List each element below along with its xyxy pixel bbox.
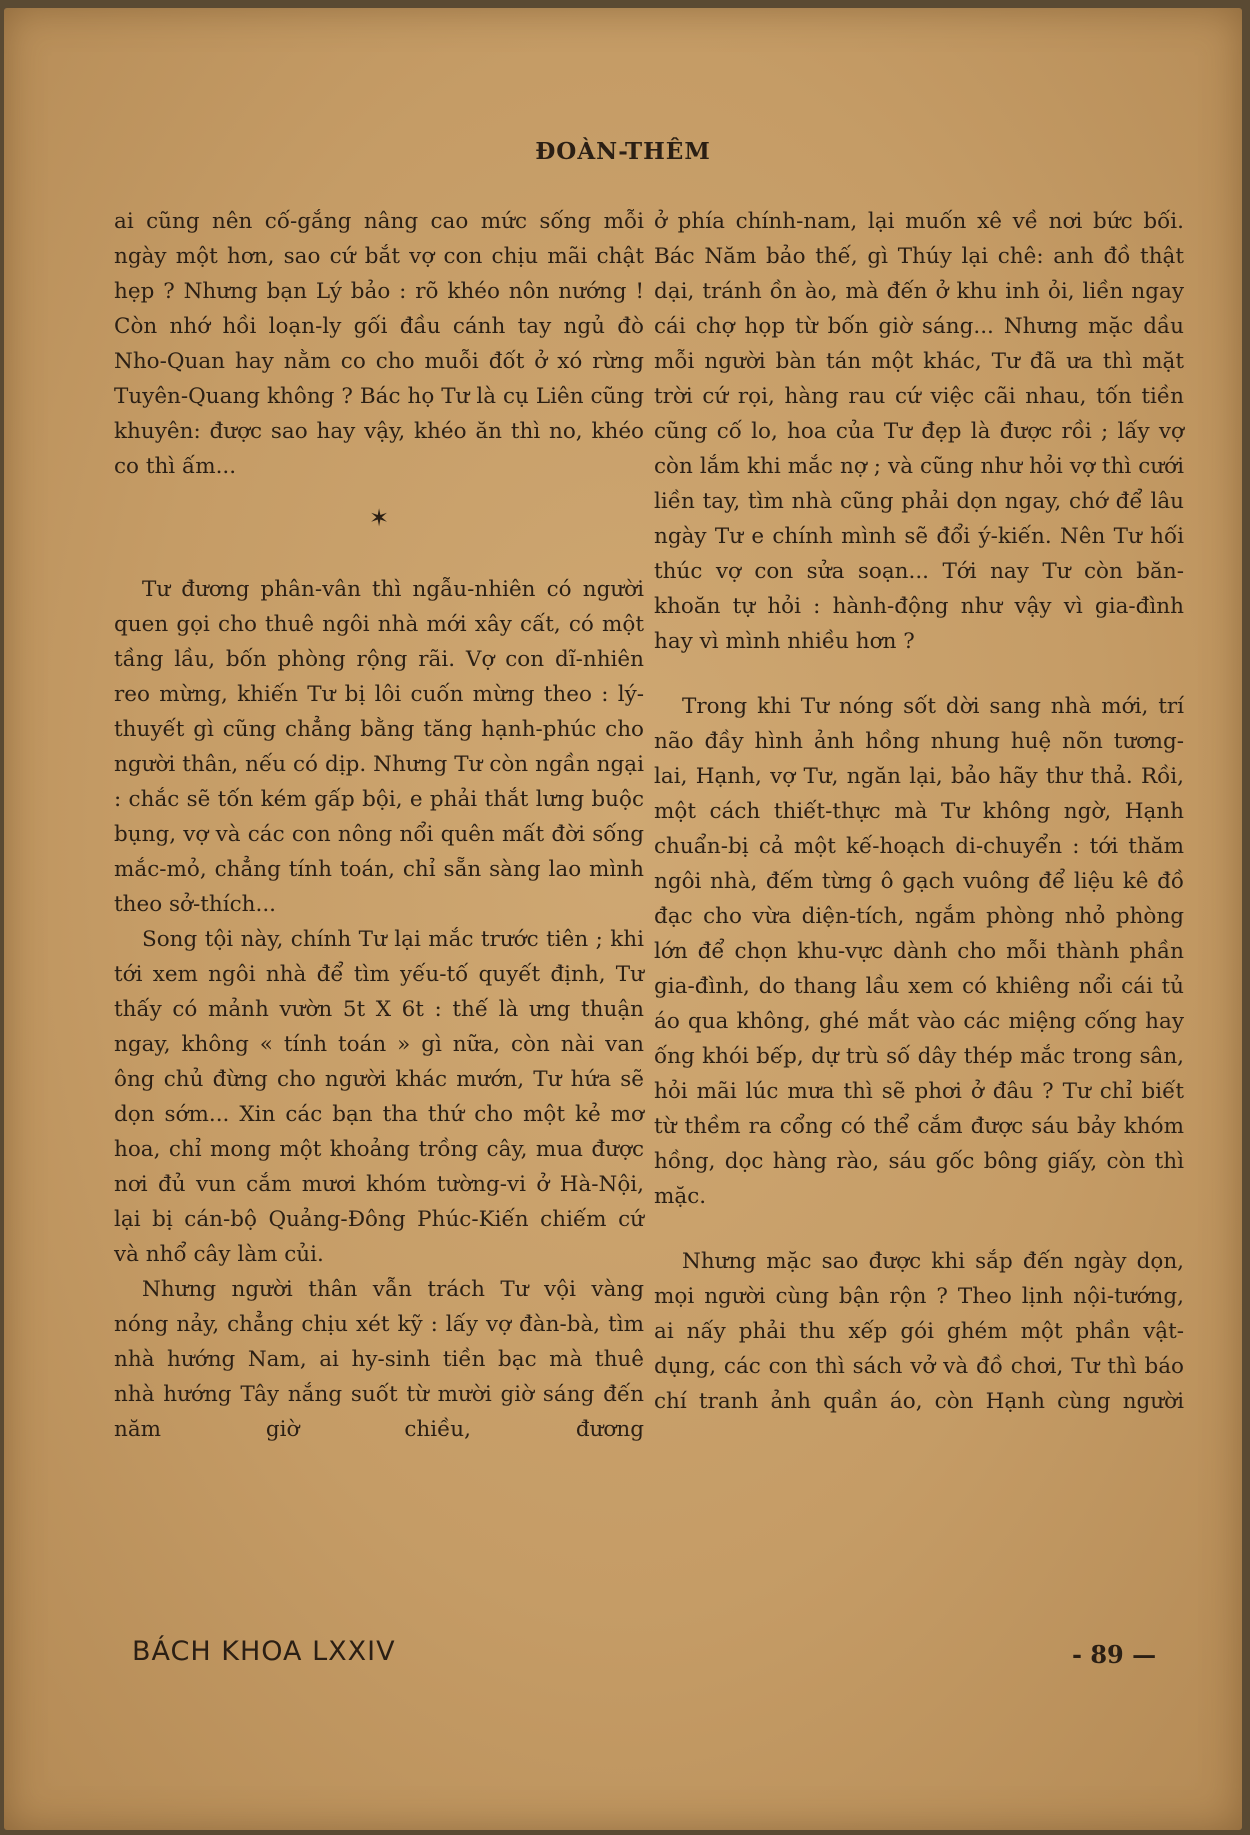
page — [4, 8, 1242, 1830]
paragraph: ở phía chính-nam, lại muốn xê về nơi bức bối. Bác Năm bảo thế, gì Thúy lại chê: anh đồ thật dại, tránh ồn ào, mà đến ở khu inh ỏi, liền ngay cái chợ họp từ bốn giờ sáng... Nhưng mặc dầu mỗi người bàn tán một khác, Tư đã ưa thì mặt trời cứ rọi, hàng rau cứ việc cãi nhau, tốn tiền cũng cố lo, hoa của Tư đẹp là được rồi ; lấy vợ còn lắm khi mắc nợ ; và cũng như hỏi vợ thì cưới liền tay, tìm nhà cũng phải dọn ngay, chớ để lâu ngày Tư e chính mình sẽ đổi ý-kiến. Nên Tư hối thúc vợ con sửa soạn... Tới nay Tư còn băn-khoăn tự hỏi : hành-động như vậy vì gia-đình hay vì mình nhiều hơn ? — [654, 209, 1184, 654]
paragraph: Tư đương phân-vân thì ngẫu-nhiên có người quen gọi cho thuê ngôi nhà mới xây cất, có một tầng lầu, bốn phòng rộng rãi. Vợ con dĩ-nhiên reo mừng, khiến Tư bị lôi cuốn mừng theo : lý-thuyết gì cũng chẳng bằng tăng hạnh-phúc cho người thân, nếu có dịp. Nhưng Tư còn ngần ngại : chắc sẽ tốn kém gấp bội, e phải thắt lưng buộc bụng, vợ và các con nông nổi quên mất đời sống mắc-mỏ, chẳng tính toán, chỉ sẵn sàng lao mình theo sở-thích... — [114, 577, 644, 917]
left-column — [114, 204, 644, 1447]
paragraph: Trong khi Tư nóng sốt dời sang nhà mới, trí não đầy hình ảnh hồng nhung huệ nõn tương-lai, Hạnh, vợ Tư, ngăn lại, bảo hãy thư thả. Rồi, một cách thiết-thực mà Tư không ngờ, Hạnh chuẩn-bị cả một kế-hoạch di-chuyển : tới thăm ngôi nhà, đếm từng ô gạch vuông để liệu kê đồ đạc cho vừa diện-tích, ngắm phòng nhỏ phòng lớn để chọn khu-vực dành cho mỗi thành phần gia-đình, do thang lầu xem có khiêng nổi cái tủ áo qua không, ghé mắt vào các miệng cống hay ống khói bếp, dự trù số dây thép mắc trong sân, hỏi mãi lúc mưa thì sẽ phơi ở đâu ? Tư chỉ biết từ thềm ra cổng có thể cắm được sáu bảy khóm hồng, dọc hàng rào, sáu gốc bông giấy, còn thì mặc. — [654, 694, 1184, 1209]
right-column — [654, 204, 1184, 1419]
running-head: ĐOÀN-THÊM — [535, 138, 711, 165]
paragraph: Nhưng mặc sao được khi sắp đến ngày dọn, mọi người cùng bận rộn ? Theo lịnh nội-tướng, ai nấy phải thu xếp gói ghém một phần vật-dụng, các con thì sách vở và đồ chơi, Tư thì báo chí tranh ảnh quần áo, còn Hạnh cùng người — [654, 1249, 1184, 1414]
page-number: - 89 — — [1072, 1640, 1157, 1669]
paragraph: Song tội này, chính Tư lại mắc trước tiên ; khi tới xem ngôi nhà để tìm yếu-tố quyết định, Tư thấy có mảnh vườn 5t X 6t : thế là ưng thuận ngay, không « tính toán » gì nữa, còn nài van ông chủ đừng cho người khác mướn, Tư hứa sẽ dọn sớm... Xin các bạn tha thứ cho một kẻ mơ hoa, chỉ mong một khoảng trồng cây, mua được nơi đủ vun cắm mươi khóm tường-vi ở Hà-Nội, lại bị cán-bộ Quảng-Đông Phúc-Kiến chiếm cứ và nhổ cây làm củi. — [114, 927, 644, 1267]
magazine-title: BÁCH KHOA LXXIV — [132, 1636, 396, 1667]
paragraph: ai cũng nên cố-gắng nâng cao mức sống mỗi ngày một hơn, sao cứ bắt vợ con chịu mãi chật hẹp ? Nhưng bạn Lý bảo : rõ khéo nôn nướng ! Còn nhớ hồi loạn-ly gối đầu cánh tay ngủ đò Nho-Quan hay nằm co cho muỗi đốt ở xó rừng Tuyên-Quang không ? Bác họ Tư là cụ Liên cũng khuyên: được sao hay vậy, khéo ăn thì no, khéo co thì ấm... — [114, 209, 644, 479]
paragraph: Nhưng người thân vẫn trách Tư vội vàng nóng nảy, chẳng chịu xét kỹ : lấy vợ đàn-bà, tìm nhà hướng Nam, ai hy-sinh tiền bạc mà thuê nhà hướng Tây nắng suốt từ mười giờ sáng đến năm giờ chiều, đương — [114, 1277, 644, 1442]
section-break-star: ✶ — [368, 504, 390, 532]
